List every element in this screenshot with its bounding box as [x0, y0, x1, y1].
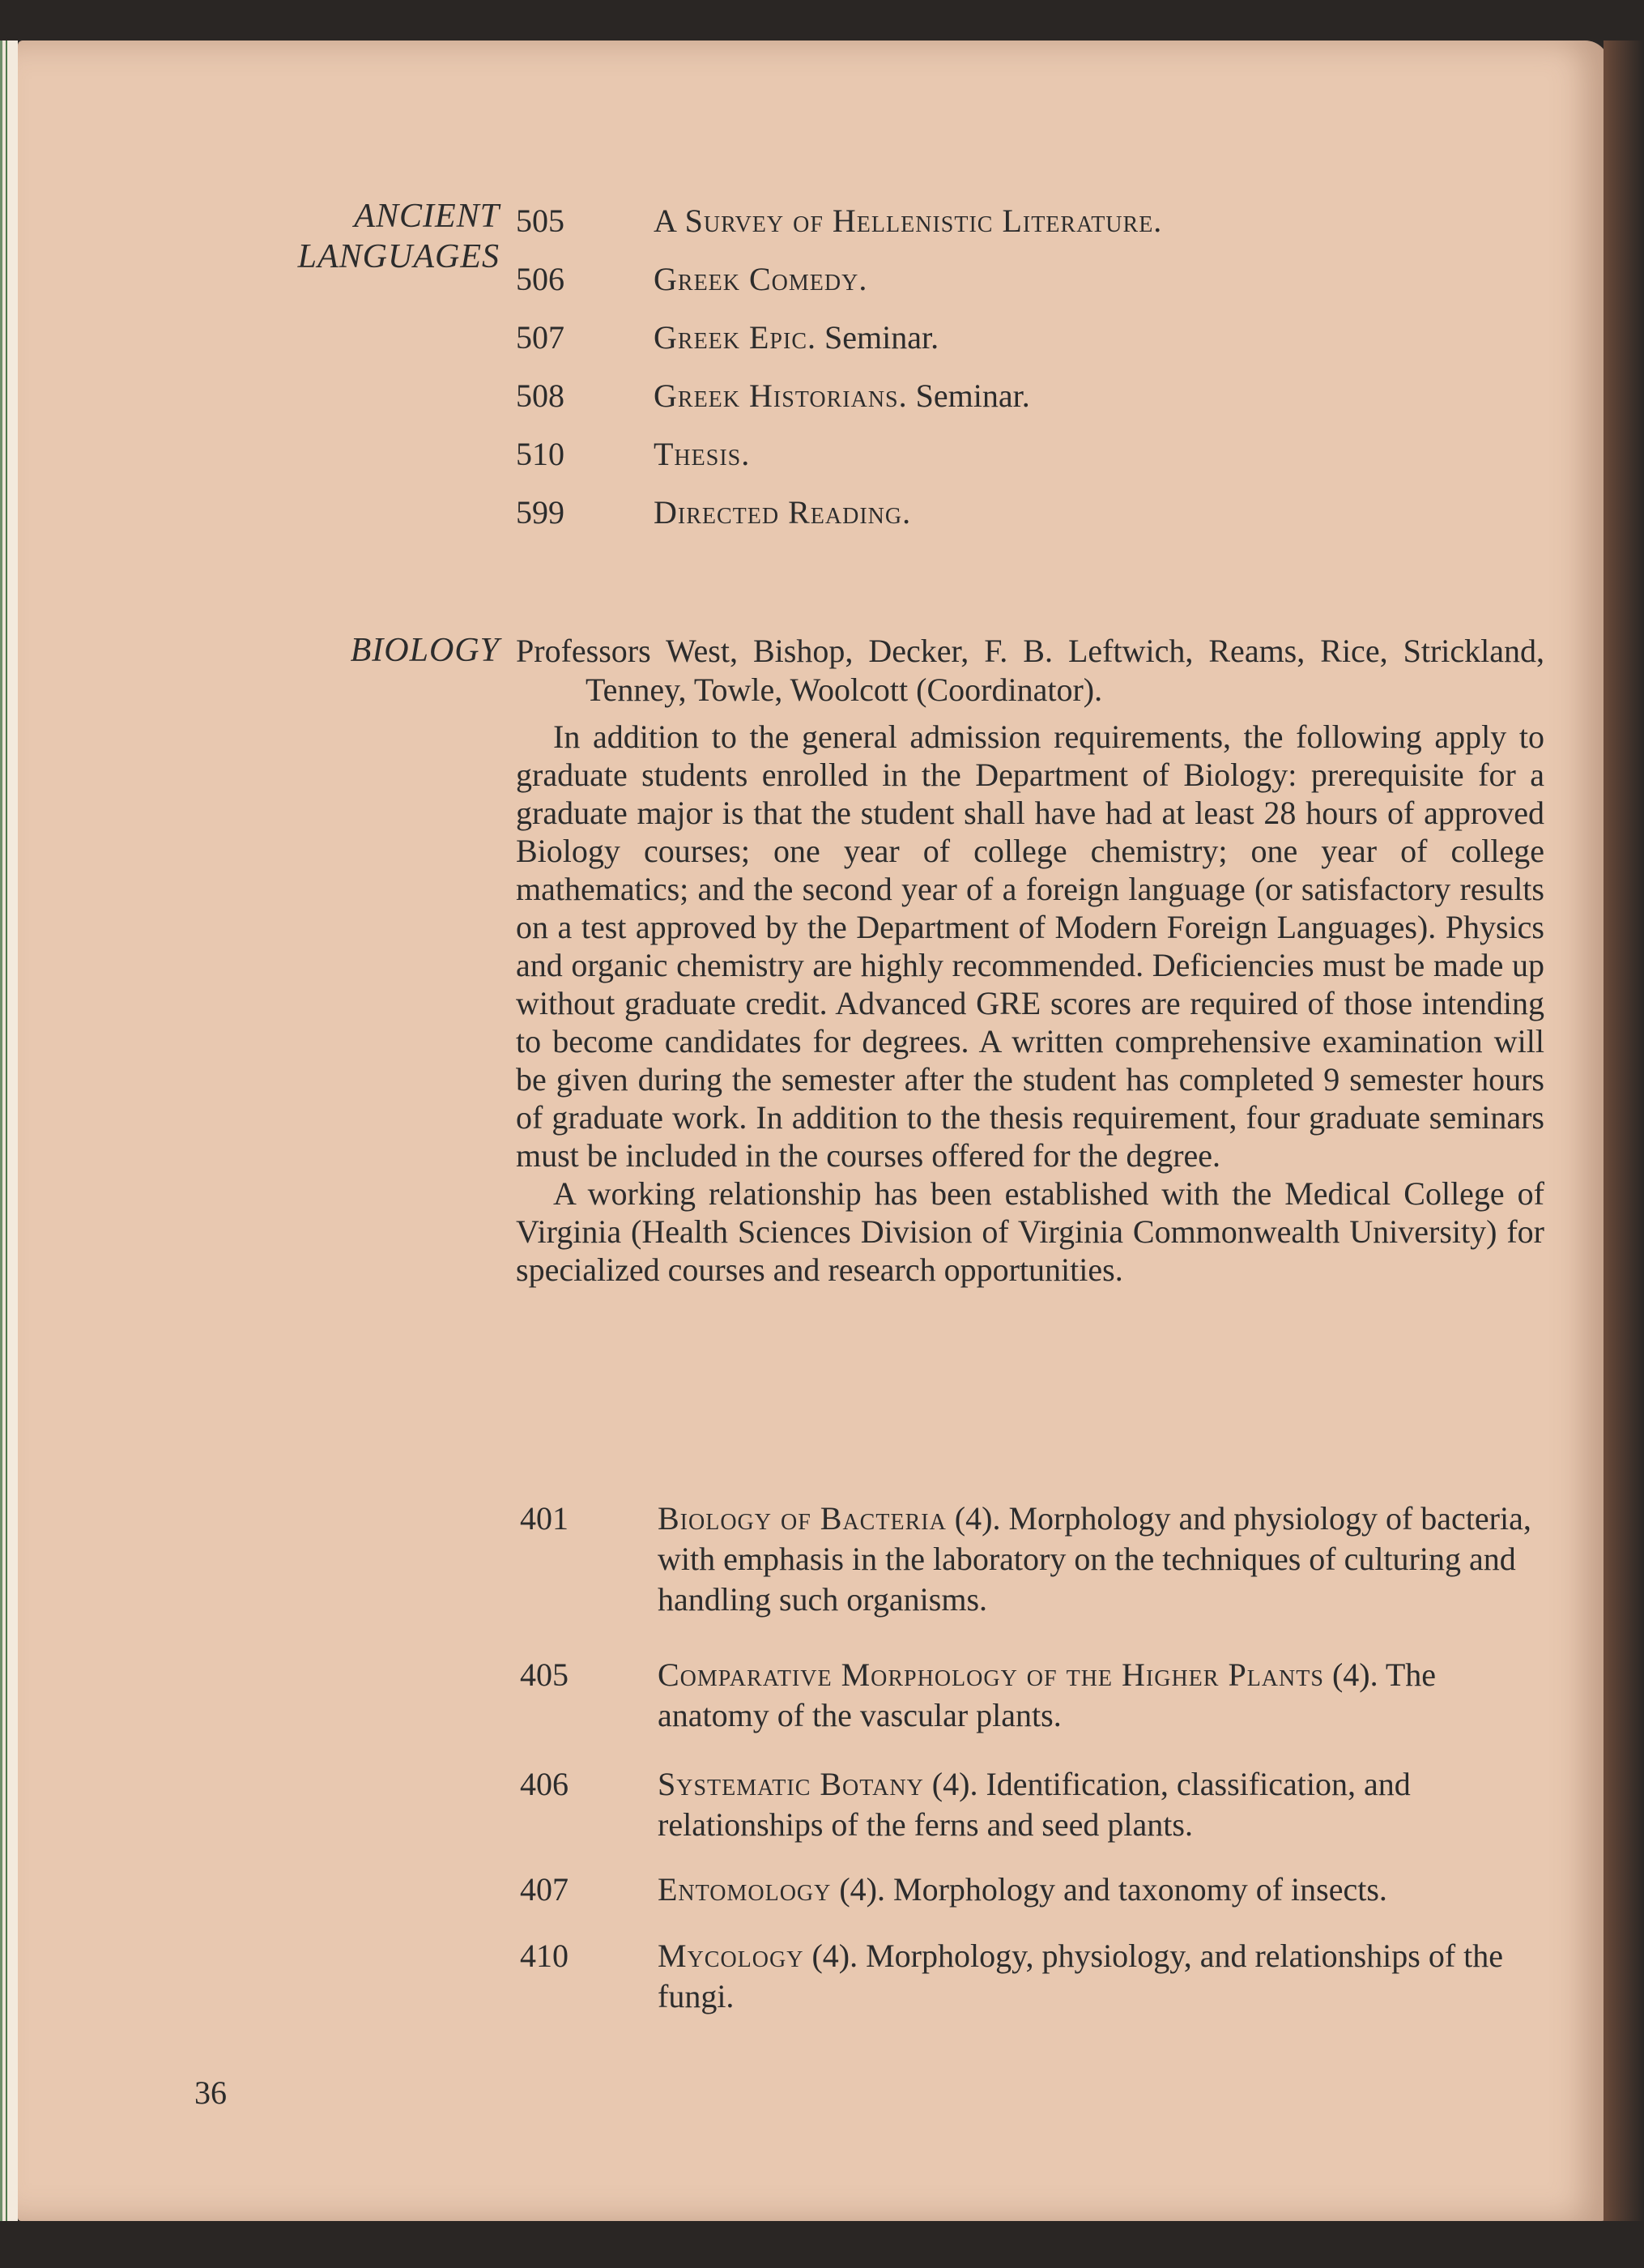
course-title: Greek Historians.	[654, 377, 908, 414]
course-title: Directed Reading.	[654, 494, 912, 531]
course-title: Biology of Bacteria	[658, 1500, 947, 1537]
faculty-list: Professors West, Bishop, Decker, F. B. Leftwich, Reams, Rice, Strickland, Tenney, Towle, Woolcott (Coordinator).	[516, 633, 1544, 708]
course-number: 406	[520, 1766, 569, 1802]
course-title: Mycology	[658, 1938, 804, 1974]
course-title: A Survey of Hellenistic Literature.	[654, 202, 1163, 239]
section-label-line-1: ANCIENT	[354, 198, 500, 235]
course-number: 505	[516, 202, 564, 239]
course-description: The anatomy of the vascular plants.	[658, 1656, 1437, 1733]
course-credits: (4).	[954, 1500, 1001, 1537]
course-description: Morphology and physiology of bacteria, with emphasis in the laboratory on the techniques of culturing and handling such organisms.	[658, 1500, 1531, 1618]
admission-requirements-paragraph: In addition to the general admission requirements, the following apply to graduate students enrolled in the Department of Biology: prerequisite for a graduate major is that the student shall have had at least 28 hours of approved Biology courses; one year of college chemistry; one year of college mathematics; and the second year of a foreign language (or satisfactory results on a test approved by the Department of Modern Foreign Languages). Physics and organic chemistry are highly recommended. Deficiencies must be made up without graduate credit. Advanced GRE scores are required of those intending to become candidates for degrees. A written comprehensive examination will be given during the semester after the student has completed 9 semester hours of graduate work. In addition to the thesis requirement, four graduate seminars must be included in the courses offered for the degree.	[516, 718, 1544, 1174]
course-title: Entomology	[658, 1871, 832, 1908]
catalog-page	[18, 40, 1609, 2221]
course-note: Seminar.	[824, 319, 939, 356]
course-note: Seminar.	[915, 377, 1030, 414]
course-title: Greek Comedy.	[654, 261, 868, 297]
section-label-biology: BIOLOGY	[350, 632, 500, 669]
biology-intro	[516, 632, 1544, 1289]
course-title: Greek Epic.	[654, 319, 816, 356]
course-title: Comparative Morphology of the Higher Plants	[658, 1656, 1324, 1693]
course-number: 510	[516, 436, 564, 472]
course-number: 405	[520, 1656, 569, 1693]
course-description: Morphology and taxonomy of insects.	[893, 1871, 1387, 1908]
course-description: Morphology, physiology, and relationships of the fungi.	[658, 1938, 1504, 2014]
course-number: 410	[520, 1938, 569, 1974]
course-credits: (4).	[931, 1766, 978, 1802]
section-label-ancient-languages	[180, 196, 500, 277]
course-number: 407	[520, 1871, 569, 1908]
book-gutter-shadow	[1604, 40, 1644, 2221]
course-credits: (4).	[1331, 1656, 1378, 1693]
course-number: 599	[516, 494, 564, 531]
course-number: 508	[516, 377, 564, 414]
course-number: 401	[520, 1500, 569, 1537]
course-number: 507	[516, 319, 564, 356]
medical-college-paragraph: A working relationship has been established with the Medical College of Virginia (Health Sciences Division of Virginia Commonwealth University) for specialized courses and research opportunities.	[516, 1175, 1544, 1288]
section-label-line-2: LANGUAGES	[297, 238, 500, 275]
course-credits: (4).	[811, 1938, 858, 1974]
course-number: 506	[516, 261, 564, 297]
book-page-edge	[0, 40, 18, 2221]
course-description: Identification, classification, and relationships of the ferns and seed plants.	[658, 1766, 1411, 1843]
course-title: Systematic Botany	[658, 1766, 924, 1802]
course-title: Thesis.	[654, 436, 751, 472]
page-number: 36	[194, 2074, 227, 2111]
course-credits: (4).	[839, 1871, 885, 1908]
